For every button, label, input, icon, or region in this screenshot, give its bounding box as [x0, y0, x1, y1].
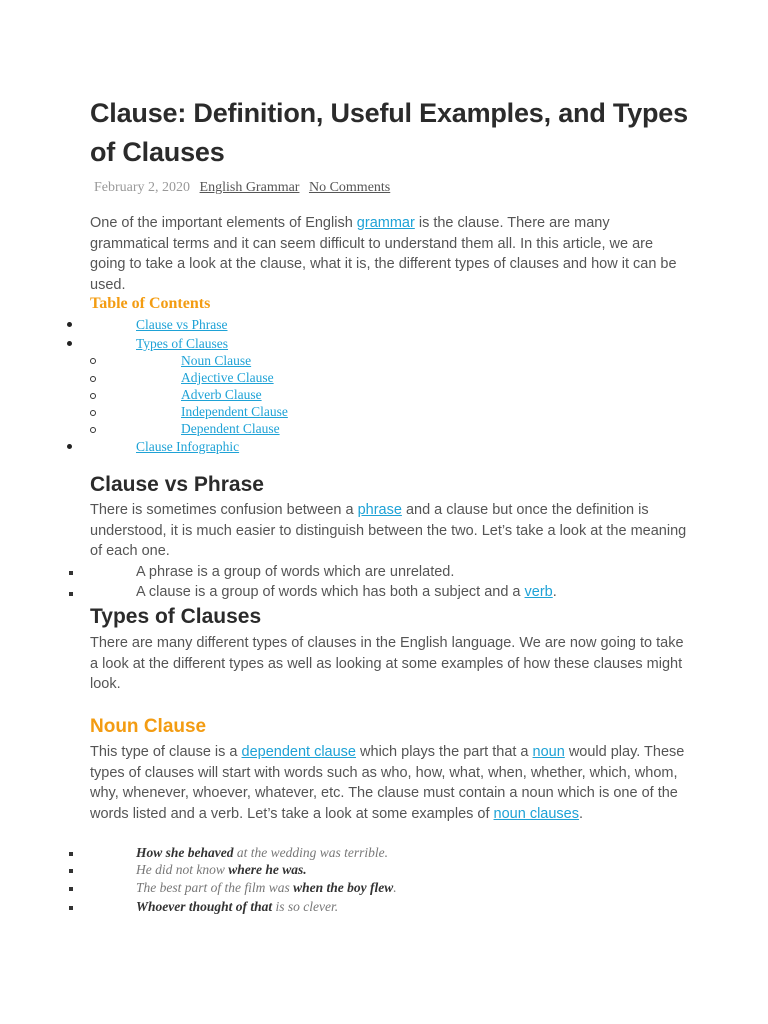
toc-sub-bullet	[90, 393, 96, 399]
clause-definition	[136, 584, 557, 600]
toc-heading: Table of Contents	[90, 295, 211, 312]
intro-text-end: is the clause. There are many grammatical terms and it can seem difficult to understand them all. In this article, we are going to take a look at the clause, what it is, the different types of clauses and how it can be used.	[90, 215, 677, 293]
example-text: He did not know	[136, 862, 229, 877]
clause-vs-phrase-paragraph	[90, 500, 690, 562]
toc-bullet	[67, 322, 72, 327]
toc-sub-bullet	[90, 427, 96, 433]
example-3	[136, 880, 397, 896]
toc-sub-bullet	[90, 410, 96, 416]
paragraph-text: There is sometimes confusion between a	[90, 502, 358, 518]
types-of-clauses-paragraph: There are many different types of clauses in the English language. We are now going to take a look at the different types as well as looking at some examples of how these clauses might look.	[90, 635, 684, 692]
toc-link-clause-vs-phrase[interactable]: Clause vs Phrase	[136, 317, 228, 332]
section-heading-types-of-clauses: Types of Clauses	[90, 605, 262, 628]
phrase-definition: A phrase is a group of words which are unrelated.	[136, 564, 455, 580]
comments-link[interactable]: No Comments	[308, 180, 391, 195]
list-bullet	[69, 592, 73, 596]
section-heading-noun-clause: Noun Clause	[90, 716, 207, 737]
example-clause: How she behaved	[136, 845, 234, 860]
section-heading-clause-vs-phrase: Clause vs Phrase	[90, 473, 264, 496]
paragraph-text: This type of clause is a	[90, 744, 242, 760]
example-2	[136, 862, 307, 878]
list-text: A clause is a group of words which has both a subject and a	[136, 584, 525, 600]
paragraph-text: which plays the part that a	[356, 744, 533, 760]
dependent-clause-link[interactable]: dependent clause	[241, 744, 357, 760]
example-bullet	[69, 852, 73, 856]
list-text: .	[552, 584, 557, 600]
paragraph-text: and a clause but once the definition is understood, it is much easier to distinguish between the two. Let’s take a look at the meaning of each one.	[90, 502, 687, 559]
toc-link-clause-infographic[interactable]: Clause Infographic	[136, 439, 240, 454]
post-date: February 2, 2020	[94, 180, 191, 195]
paragraph-text: .	[578, 805, 584, 822]
verb-link[interactable]: verb	[524, 584, 553, 600]
article-title: Clause: Definition, Useful Examples, and Types of Clauses	[90, 98, 688, 167]
toc-link-types-of-clauses[interactable]: Types of Clauses	[136, 336, 229, 351]
example-clause: Whoever thought of that	[136, 899, 273, 914]
example-clause: where he was.	[228, 862, 307, 877]
example-text: The best part of the film was	[136, 880, 294, 895]
noun-clauses-link[interactable]: noun clauses	[493, 805, 579, 822]
grammar-link[interactable]: grammar	[356, 215, 415, 231]
category-link[interactable]: English Grammar	[199, 180, 300, 195]
toc-sub-bullet	[90, 376, 96, 382]
example-text: at the wedding was terrible.	[233, 845, 388, 860]
example-text: .	[393, 880, 397, 895]
toc-link-adjective-clause[interactable]: Adjective Clause	[181, 370, 274, 385]
example-text: is so clever.	[272, 899, 339, 914]
example-clause: when the boy flew	[293, 880, 394, 895]
toc-link-independent-clause[interactable]: Independent Clause	[181, 404, 288, 419]
intro-text-start: One of the important elements of English	[90, 215, 357, 231]
example-bullet	[69, 887, 73, 891]
example-bullet	[69, 869, 73, 873]
toc-link-noun-clause[interactable]: Noun Clause	[181, 353, 252, 368]
example-4	[136, 899, 338, 915]
noun-link[interactable]: noun	[532, 744, 565, 760]
example-1	[136, 845, 388, 861]
toc-sub-bullet	[90, 358, 96, 364]
toc-link-dependent-clause[interactable]: Dependent Clause	[181, 421, 280, 436]
phrase-link[interactable]: phrase	[357, 502, 402, 518]
toc-bullet	[67, 444, 72, 449]
intro-paragraph	[90, 213, 690, 295]
noun-clause-paragraph	[90, 742, 690, 824]
article-meta	[94, 180, 390, 196]
example-bullet	[69, 906, 73, 910]
toc-bullet	[67, 341, 72, 346]
toc-link-adverb-clause[interactable]: Adverb Clause	[181, 387, 262, 402]
list-bullet	[69, 571, 73, 575]
paragraph-text: would play. These types of clauses will start with words such as who, how, what, when, whether, which, whom, why, whenever, whoever, whatever, etc. The clause must contain a noun which is one of the words listed and a verb. Let’s take a look at some examples of	[90, 744, 685, 822]
